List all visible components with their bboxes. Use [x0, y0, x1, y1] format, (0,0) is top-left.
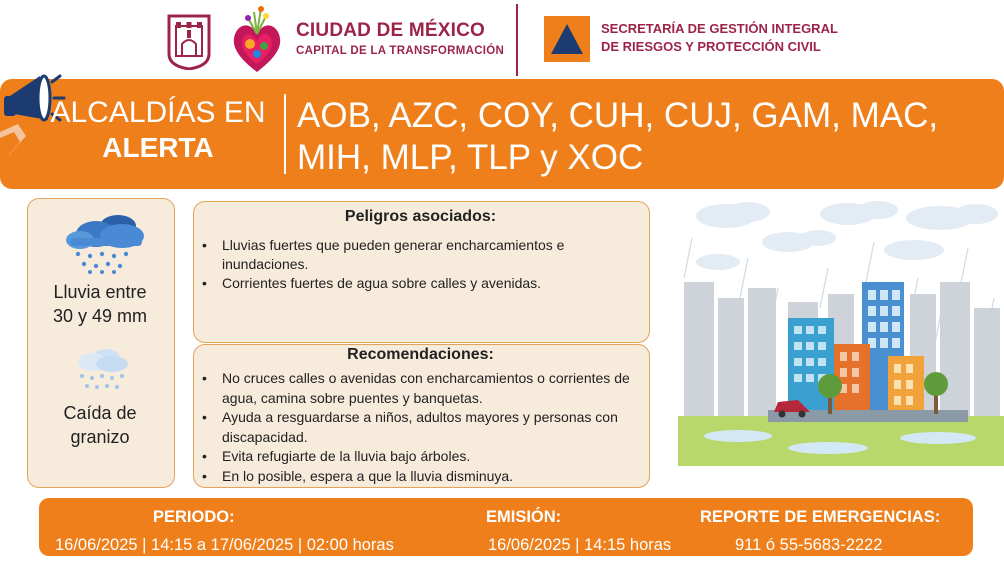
sgirpc-triangle-icon: [544, 16, 590, 62]
dangers-list: [198, 236, 646, 293]
hail-text: [27, 401, 173, 449]
cdmx-heart-logo-icon: [230, 6, 284, 76]
recommendations-list: [198, 369, 646, 486]
alcaldias-line-1: AOB, AZC, COY, CUH, CUJ, GAM, MAC,: [297, 96, 939, 135]
list-item: • Lluvias fuertes que pueden generar encharcamientos e inundaciones.: [198, 236, 646, 274]
rain-line-1: Lluvia entre: [53, 282, 147, 302]
list-item: • Corrientes fuertes de agua sobre calles y avenidas.: [198, 274, 646, 293]
rainy-city-illustration: [678, 198, 1004, 466]
list-item: • No cruces calles o avenidas con encharcamientos o corrientes de agua, camina sobre puentes y banquetas.: [198, 369, 646, 408]
alert-label-line-2: ALERTA: [102, 132, 214, 163]
banner-divider: [284, 94, 286, 174]
emision-label: EMISIÓN:: [486, 508, 562, 526]
cdmx-logo-text: [296, 20, 504, 57]
secretaria-line-2: DE RIESGOS Y PROTECCIÓN CIVIL: [601, 39, 821, 54]
header-divider: [516, 4, 518, 76]
alert-label-line-1: ALCALDÍAS EN: [50, 96, 266, 129]
list-item: • Ayuda a resguardarse a niños, adultos mayores y personas con discapacidad.: [198, 408, 646, 447]
rain-amount: [27, 280, 173, 328]
emision-value: 16/06/2025 | 14:15 horas: [488, 536, 672, 554]
reporte-label: REPORTE DE EMERGENCIAS:: [700, 508, 941, 526]
rain-cloud-icon: [60, 212, 148, 274]
dangers-title: Peligros asociados:: [344, 208, 497, 225]
alcaldias-line-2: MIH, MLP, TLP y XOC: [297, 138, 644, 177]
secretaria-line-1: SECRETARÍA DE GESTIÓN INTEGRAL: [601, 21, 838, 36]
periodo-label: PERIODO:: [153, 508, 235, 526]
alcaldias-list: [297, 95, 977, 179]
rain-line-2: 30 y 49 mm: [52, 306, 148, 326]
hail-line-1: Caída de: [63, 403, 137, 423]
hail-line-2: granizo: [70, 427, 130, 447]
hail-cloud-icon: [70, 346, 132, 390]
list-item: • En lo posible, espera a que la lluvia disminuya.: [198, 467, 646, 487]
list-item: • Evita refugiarte de la lluvia bajo árboles.: [198, 447, 646, 467]
periodo-value: 16/06/2025 | 14:15 a 17/06/2025 | 02:00 horas: [55, 536, 394, 554]
reporte-value: 911 ó 55-5683-2222: [735, 536, 883, 554]
recommendations-title: Recomendaciones:: [347, 346, 494, 363]
secretaria-name: [601, 20, 838, 56]
cdmx-subtitle: CAPITAL DE LA TRANSFORMACIÓN: [296, 45, 505, 57]
alert-label: [48, 96, 268, 166]
cdmx-crest-icon: [166, 14, 212, 70]
cdmx-title: CIUDAD DE MÉXICO: [296, 20, 485, 41]
